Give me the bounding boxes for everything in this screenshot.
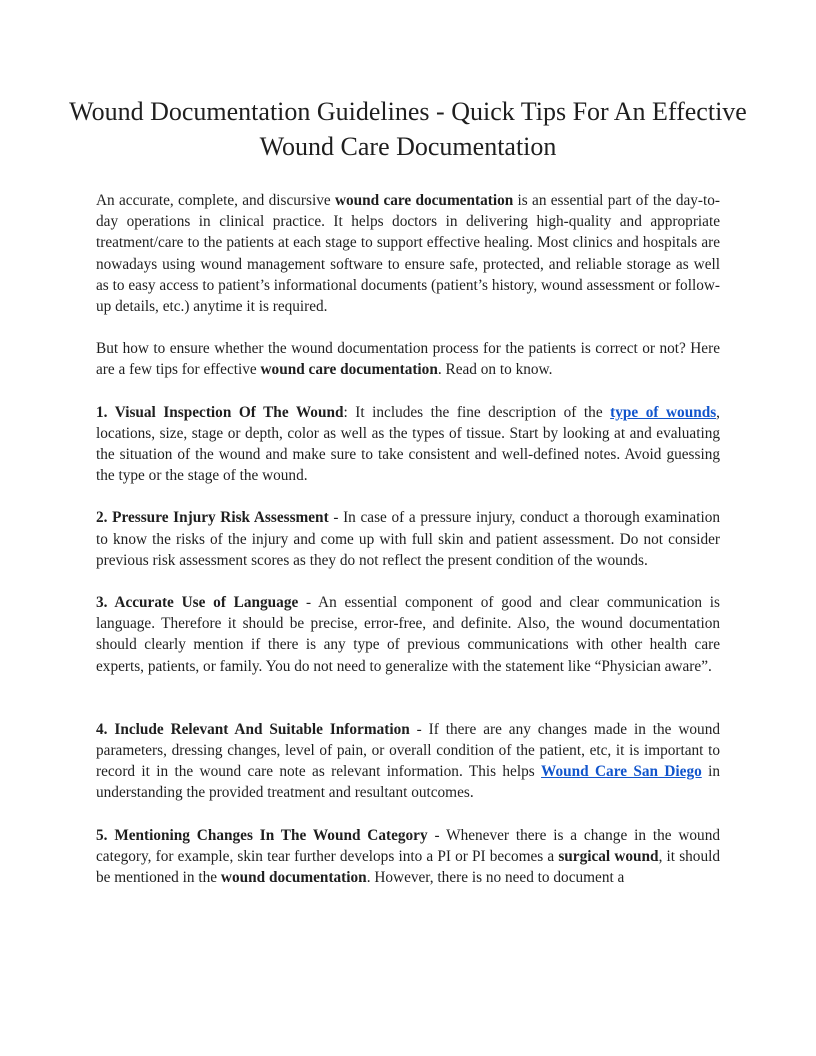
tip-3-paragraph	[96, 592, 720, 677]
question-paragraph	[96, 338, 720, 380]
text-run: , locations, size, stage or depth, color as well as the types of tissue. Start by looking at and evaluating the situation of the wound and make sure to take consistent and well-defined notes. Avoid guessing the type or the stage of the wound.	[96, 403, 720, 485]
wound-care-san-diego-link[interactable]: Wound Care San Diego	[541, 763, 702, 781]
tip-2-paragraph	[96, 507, 720, 571]
bold-text: wound care documentation	[334, 192, 514, 209]
tip-1-paragraph	[96, 402, 720, 487]
text-run: : It includes the fine description of the	[343, 403, 611, 421]
bold-text: wound care documentation	[260, 361, 438, 379]
tip-heading: 4. Include Relevant And Suitable Information	[96, 720, 410, 738]
text-run: . However, there is no need to document a	[366, 869, 625, 887]
text-run: . Read on to know.	[437, 361, 553, 379]
text-run: - If there are any changes made in the wound parameters, dressing changes, level of pain, or overall condition of the patient, etc, it is important to record it in the wound care note as relevant information. This helps	[96, 720, 721, 781]
text-run: in understanding the provided treatment and resultant outcomes.	[96, 763, 720, 802]
intro-paragraph	[96, 190, 720, 317]
text-run: An accurate, complete, and discursive	[96, 192, 335, 209]
page-title: Wound Documentation Guidelines - Quick Tips For An Effective Wound Care Documentation	[69, 97, 747, 161]
type-of-wounds-link[interactable]: type of wounds	[610, 403, 717, 421]
tip-heading: 1. Visual Inspection Of The Wound	[96, 403, 344, 421]
tip-heading: 2. Pressure Injury Risk Assessment	[96, 509, 329, 527]
text-run: - In case of a pressure injury, conduct a thorough examination to know the risks of the injury and come up with full skin and patient assessment. Do not consider previous risk assessment scores as they do not reflect the present condition of the wounds.	[96, 509, 721, 569]
text-run: But how to ensure whether the wound documentation process for the patients is correct or not? Here are a few tips for effective	[96, 340, 720, 379]
bold-text: wound documentation	[220, 869, 367, 887]
bold-text: surgical wound	[558, 847, 659, 865]
tip-5-paragraph	[96, 825, 720, 889]
text-run: , it should be mentioned in the	[96, 847, 720, 887]
document-body	[96, 190, 720, 909]
tip-heading: 5. Mentioning Changes In The Wound Category	[96, 826, 428, 844]
text-run: - An essential component of good and clear communication is language. Therefore it should be precise, error-free, and definite. Also, the wound documentation should clearly mention if there is any type of previous communications with other health care experts, patients, or family. You do not need to generalize with the statement like “Physician aware”.	[96, 594, 721, 675]
text-run: is an essential part of the day-to-day operations in clinical practice. It helps doctors in delivering high-quality and appropriate treatment/care to the patients at each stage to support effective healing. Most clinics and hospitals are nowadays using wound management software to ensure safe, protected, and reliable storage as well as to easy access to patient’s informational documents (patient’s history, wound assessment or follow-up details, etc.) anytime it is required.	[96, 192, 720, 316]
text-run: - Whenever there is a change in the wound category, for example, skin tear further develops into a PI or PI becomes a	[96, 826, 720, 865]
tip-4-paragraph	[96, 719, 720, 804]
tip-heading: 3. Accurate Use of Language	[96, 594, 299, 612]
